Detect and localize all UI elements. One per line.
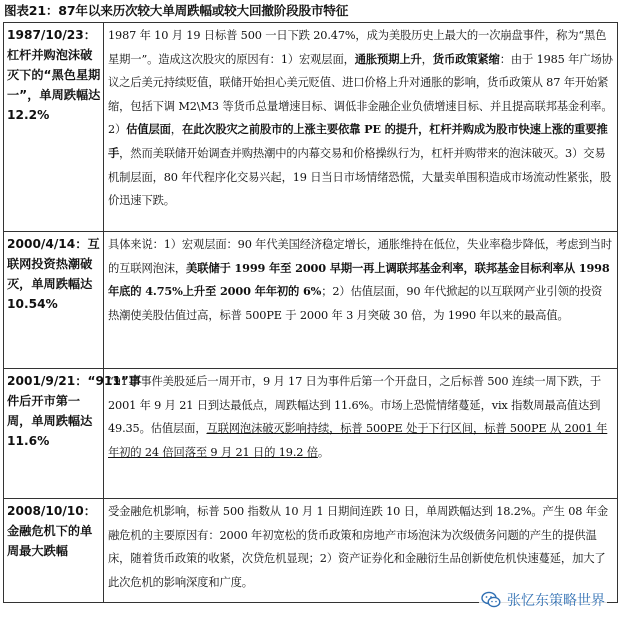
table-row: [4, 232, 618, 369]
description-text: 受金融危机影响，标普 500 指数从 10 月 1 日期间连跌 10 日，单周跌幅达到 18.2%。产生 08 年金融危机的主要原因有：2000 年初宽松的货币政策和房地产市场泡沫为次级债务问题的产生的提供温床，随着货币政策的收紧，次贷危机显现；2）资产证券化和金融衍生品创新使危机快速蔓延，加大了此次危机的影响深度和广度。: [108, 505, 609, 589]
watermark-text: 张忆东策略世界: [507, 593, 605, 609]
description-text: 美联储于 1999 年至 2000 早期一再上调联邦基金利率，联邦基金目标利率从 1998 年底的 4.75%上升至 2000 年年初的 6%: [108, 260, 610, 299]
description-cell: [104, 23, 618, 232]
description-text: 具体来说：1）宏观层面：90 年代美国经济稳定增长，通胀维持在低位，失业率稳步降低，考虑到当时的互联网泡沫，: [108, 238, 612, 275]
table-row: [4, 369, 618, 499]
description-text: “911”事件美股延后一周开市，9 月 17 日为事件后第一个开盘日，之后标普 500 连续一周下跌，于 2001 年 9 月 21 日到达最低点，周跌幅达到 11.6%。市场上恐慌情绪蔓延，vix 指数周最高值达到 49.35。估值层面，: [108, 375, 602, 436]
figure-title: 图表21：87年以来历次较大单周跌幅或较大回撤阶段股市特征: [4, 3, 349, 18]
description-text: 货币政策紧缩: [432, 51, 500, 66]
description-text: 通胀预期上升: [354, 51, 422, 66]
wechat-icon: [481, 591, 501, 609]
period-cell: 2008/10/10：金融危机下的单周最大跌幅: [4, 499, 104, 603]
period-cell: 1987/10/23：杠杆并购泡沫破灭下的“黑色星期一”，单周跌幅达12.2%: [4, 23, 104, 232]
table-row: [4, 499, 618, 603]
description-text: ：由于 1985 年广场协议之后美元持续贬值，联储开始担心美元贬值、进口价格上升对通胀的影响，货币政策从 87 年开始紧缩，包括下调 M2\M3 等货币总量增速目标、调低非金融企业负债增速目标、并且提高联邦基金利率。2）: [108, 52, 613, 137]
description-cell: [104, 499, 618, 603]
description-text: ，: [170, 123, 182, 137]
description-text: ，: [421, 52, 433, 66]
description-text: 估值层面: [126, 122, 171, 137]
description-cell: [104, 369, 618, 499]
description-cell: [104, 232, 618, 369]
description-text: ，然而美联储开始调查并购热潮中的内幕交易和价格操纵行为，杠杆并购带来的泡沫破灭。3）交易机制层面，80 年代程序化交易兴起，19 日当日市场情绪恐慌，大量卖单围积造成市场流动性紧张，股价迅速下跌。: [108, 146, 612, 208]
period-cell: 2001/9/21：“911”事件后开市第一周，单周跌幅达11.6%: [4, 369, 104, 499]
description-text: 在此次股灾之前股市的上涨主要依靠 PE 的提升，杠杆并购成为股市快速上涨的重要推手: [108, 122, 608, 160]
period-cell: 2000/4/14：互联网投资热潮破灭，单周跌幅达10.54%: [4, 232, 104, 369]
description-text: 互联网泡沫破灭影响持续，标普 500PE 处于下行区间，标普 500PE 从 2001 年年初的 24 倍回落至 9 月 21 日的 19.2 倍: [108, 422, 608, 459]
market-drawdown-table: [3, 22, 618, 603]
table-row: [4, 23, 618, 232]
description-text: 。: [317, 445, 330, 459]
watermark: [479, 589, 607, 611]
description-text: 1987 年 10 月 19 日标普 500 一日下跌 20.47%，成为美股历史上最大的一次崩盘事件，称为“黑色星期一”。造成这次股灾的原因有：1）宏观层面，: [108, 29, 607, 66]
description-text: ；2）估值层面，90 年代掀起的以互联网产业引领的投资热潮使美股估值过高，标普 500PE 于 2000 年 3 月突破 30 倍，为 1990 年以来的最高值。: [108, 285, 603, 322]
